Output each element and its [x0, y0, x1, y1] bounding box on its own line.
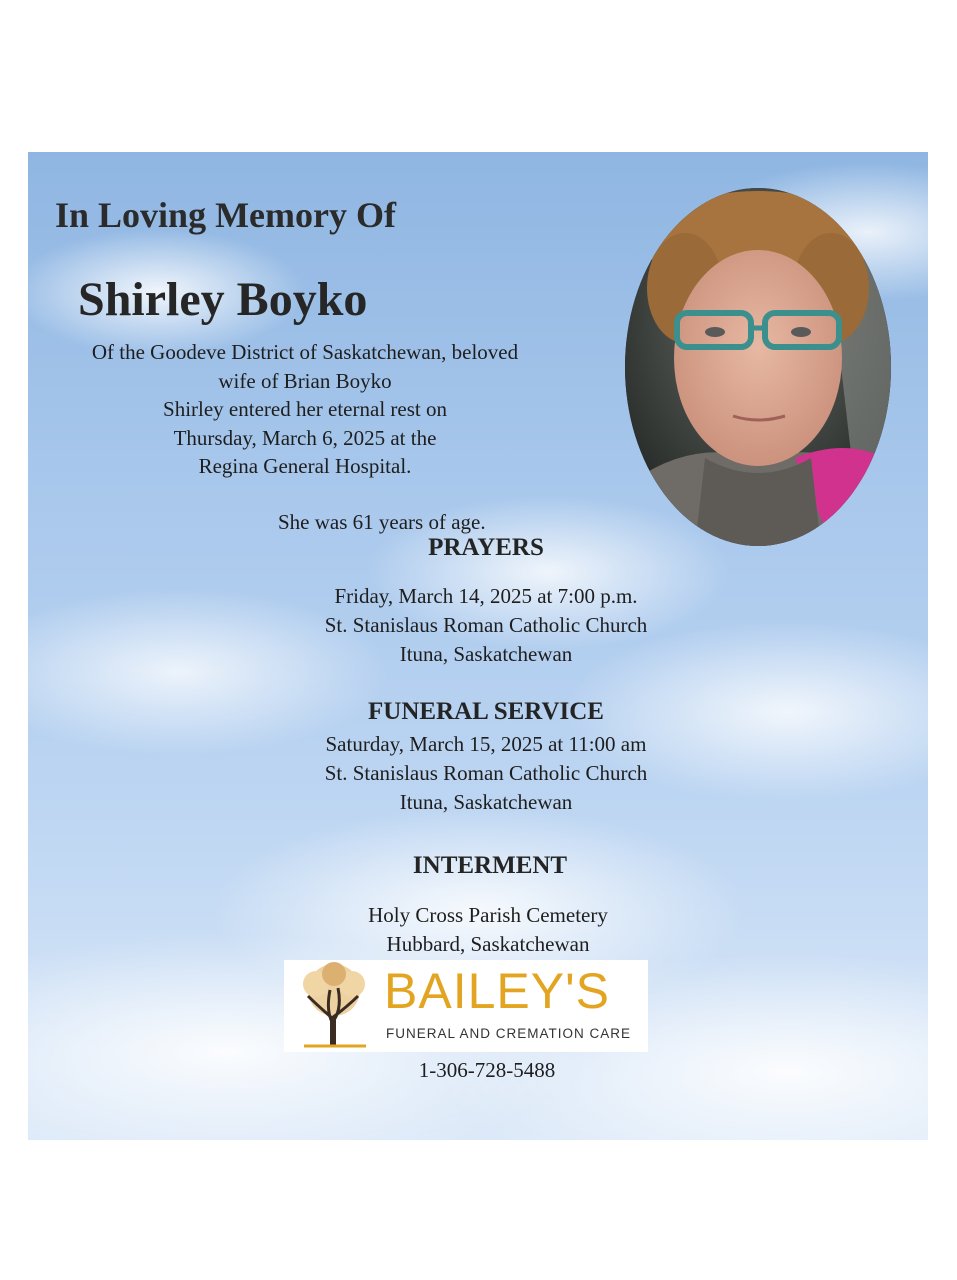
- portrait-photo: [625, 188, 891, 546]
- interment-line: Holy Cross Parish Cemetery: [368, 903, 608, 927]
- interment-title: INTERMENT: [412, 852, 568, 879]
- funeral-home-tagline: FUNERAL AND CREMATION CARE: [386, 1026, 632, 1041]
- tree-icon: [286, 960, 382, 1052]
- obituary-intro: [35, 338, 575, 481]
- prayers-line: Ituna, Saskatchewan: [399, 642, 573, 666]
- funeral-home-phone: 1-306-728-5488: [418, 1058, 556, 1082]
- prayers-line: St. Stanislaus Roman Catholic Church: [324, 613, 648, 637]
- intro-line: Shirley entered her eternal rest on: [163, 397, 447, 421]
- age-line: She was 61 years of age.: [278, 510, 486, 534]
- memorial-card: [28, 152, 928, 1140]
- funeral-title: FUNERAL SERVICE: [368, 698, 604, 725]
- prayers-title: PRAYERS: [428, 534, 544, 561]
- intro-line: Thursday, March 6, 2025 at the: [173, 425, 437, 450]
- funeral-line: Saturday, March 15, 2025 at 11:00 am: [325, 732, 647, 756]
- memorial-heading: In Loving Memory Of: [55, 195, 396, 235]
- intro-line: Regina General Hospital.: [198, 454, 412, 478]
- intro-line: Of the Goodeve District of Saskatchewan, beloved: [91, 340, 519, 364]
- intro-line: wife of Brian Boyko: [218, 368, 392, 393]
- interment-details: [368, 901, 608, 959]
- funeral-home-logo: [284, 960, 648, 1052]
- prayers-line: Friday, March 14, 2025 at 7:00 p.m.: [334, 584, 638, 608]
- funeral-line: St. Stanislaus Roman Catholic Church: [324, 761, 648, 785]
- prayers-details: [325, 582, 648, 669]
- funeral-home-name: BAILEY'S: [384, 963, 610, 1019]
- portrait-photo-icon: [625, 188, 891, 546]
- interment-line: Hubbard, Saskatchewan: [386, 932, 590, 956]
- funeral-details: [325, 730, 648, 817]
- deceased-name: Shirley Boyko: [78, 273, 368, 326]
- funeral-line: Ituna, Saskatchewan: [399, 790, 573, 814]
